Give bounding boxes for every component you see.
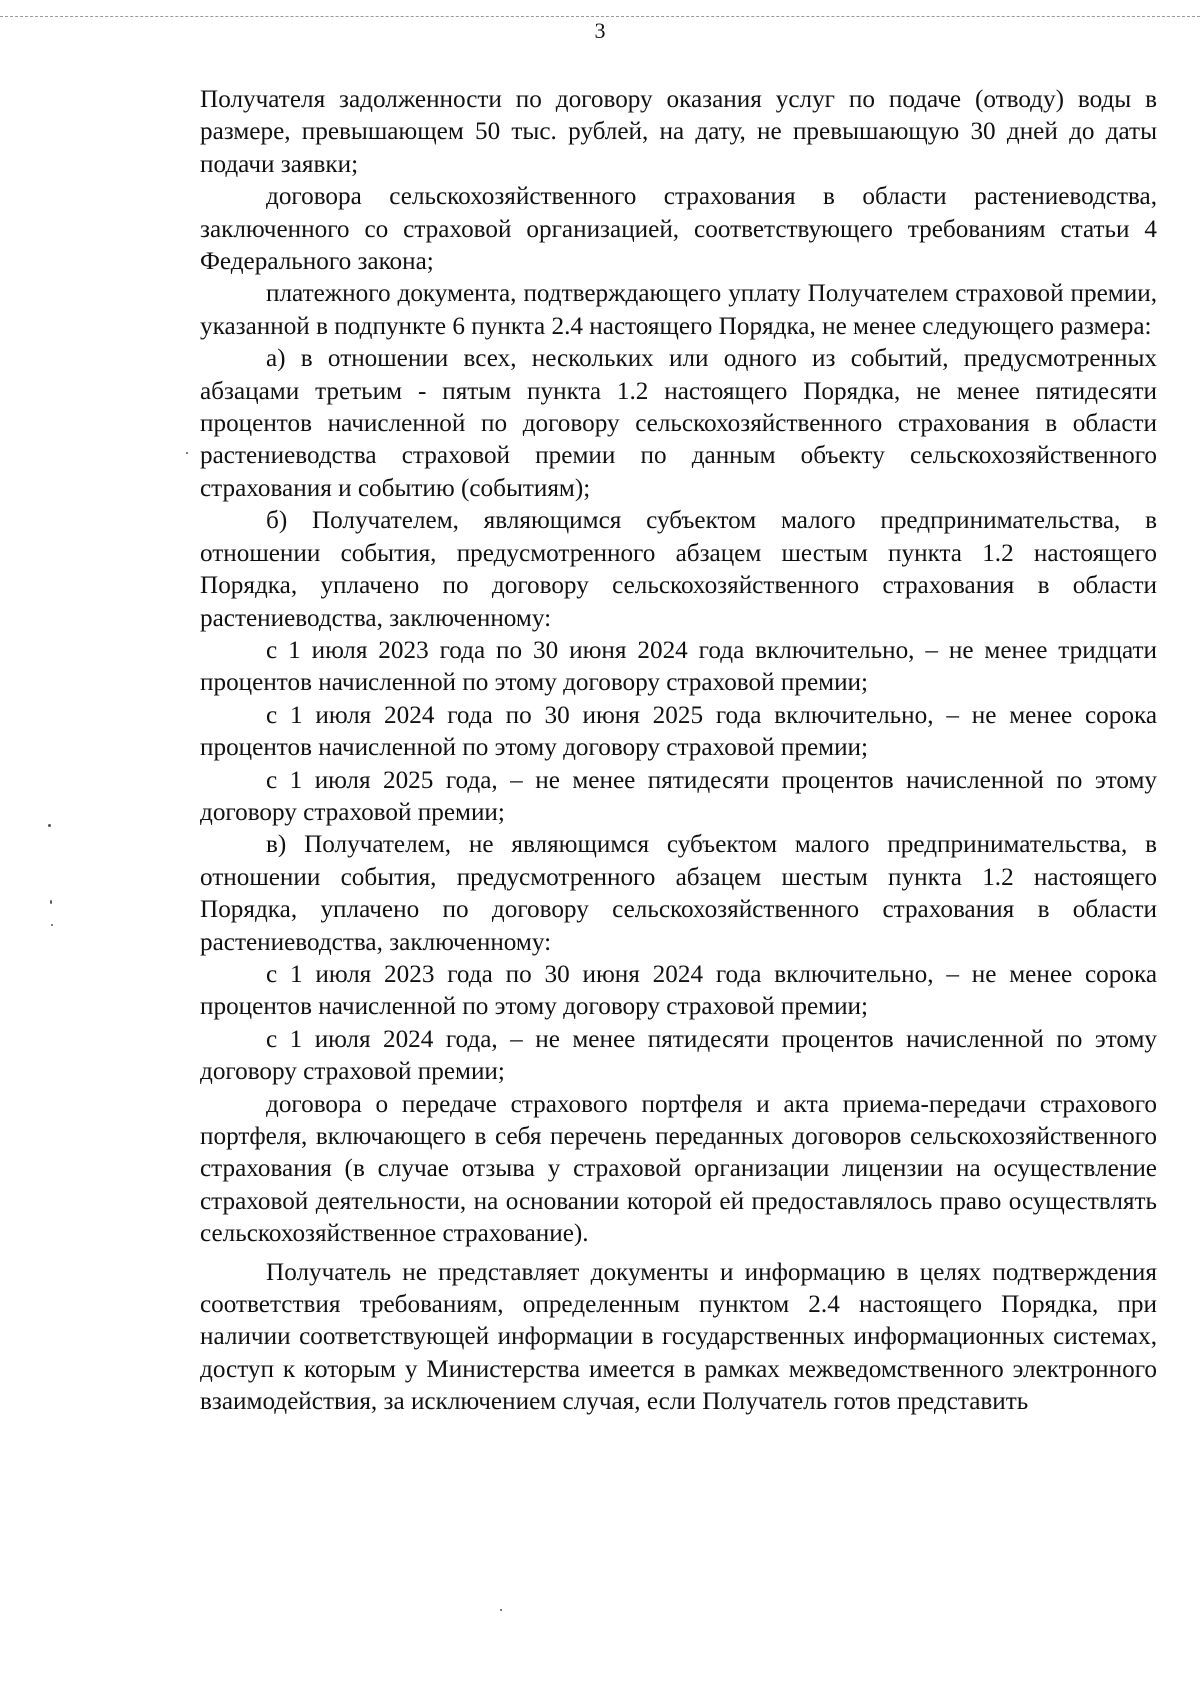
scan-speck bbox=[50, 900, 52, 904]
paragraph-6: с 1 июля 2023 года по 30 июня 2024 года включительно, – не менее тридцати процентов начисленной по этому договору страховой премии; bbox=[200, 636, 1157, 697]
paragraph-5: б) Получателем, являющимся субъектом малого предпринимательства, в отношении события, предусмотренного абзацем шестым пункта 1.2 настоящего Порядка, уплачено по договору сельскохозяйственного страхования в области растениеводства, заключенному: bbox=[200, 507, 1157, 632]
scan-speck bbox=[48, 824, 51, 827]
paragraph-13: Получатель не представляет документы и информацию в целях подтверждения соответствия требованиям, определенным пунктом 2.4 настоящего Порядка, при наличии соответствующей информации в государственных информационных системах, доступ к которым у Министерства имеется в рамках межведомственного электронного взаимодействия, за исключением случая, если Получатель готов представить bbox=[200, 1258, 1157, 1416]
page-number: 3 bbox=[594, 18, 606, 43]
paragraph-4: а) в отношении всех, нескольких или одного из событий, предусмотренных абзацами третьим - пятым пункта 1.2 настоящего Порядка, не менее пятидесяти процентов начисленной по договору сельскохозяйственного страхования в области растениеводства страховой премии по данным объекту сельскохозяйственного страхования и событию (событиям); bbox=[200, 345, 1157, 502]
paragraph-3: платежного документа, подтверждающего уплату Получателем страховой премии, указанной в подпункте 6 пункта 2.4 настоящего Порядка, не менее следующего размера: bbox=[200, 280, 1157, 340]
paragraph-7: с 1 июля 2024 года по 30 июня 2025 года включительно, – не менее сорока процентов начисленной по этому договору страховой премии; bbox=[200, 701, 1157, 762]
paragraph-9: в) Получателем, не являющимся субъектом малого предпринимательства, в отношении события, предусмотренного абзацем шестым пункта 1.2 настоящего Порядка, уплачено по договору сельскохозяйственного страхования в области растениеводства, заключенному: bbox=[200, 831, 1157, 956]
paragraph-2: договора сельскохозяйственного страхования в области растениеводства, заключенного со страховой организацией, соответствующего требованиям статьи 4 Федерального закона; bbox=[200, 183, 1157, 276]
scan-edge-line bbox=[0, 16, 1200, 17]
paragraph-12: договора о передаче страхового портфеля и акта приема-передачи страхового портфеля, включающего в себя перечень переданных договоров сельскохозяйственного страхования (в случае отзыва у страховой организации лицензии на осуществление страховой деятельности, на основании которой ей предоставлялось право осуществлять сельскохозяйственное страхование). bbox=[200, 1090, 1157, 1248]
scan-speck bbox=[186, 452, 188, 454]
paragraph-8: с 1 июля 2025 года, – не менее пятидесяти процентов начисленной по этому договору страховой премии; bbox=[200, 766, 1157, 826]
paragraph-11: с 1 июля 2024 года, – не менее пятидесяти процентов начисленной по этому договору страховой премии; bbox=[200, 1025, 1157, 1086]
document-body bbox=[200, 84, 1157, 1419]
paragraph-1: Получателя задолженности по договору оказания услуг по подаче (отводу) воды в размере, превышающем 50 тыс. рублей, на дату, не превышающую 30 дней до даты подачи заявки; bbox=[200, 86, 1157, 178]
scan-speck bbox=[51, 924, 53, 926]
paragraph-10: с 1 июля 2023 года по 30 июня 2024 года включительно, – не менее сорока процентов начисленной по этому договору страховой премии; bbox=[200, 960, 1157, 1021]
scan-speck bbox=[500, 1609, 502, 1611]
